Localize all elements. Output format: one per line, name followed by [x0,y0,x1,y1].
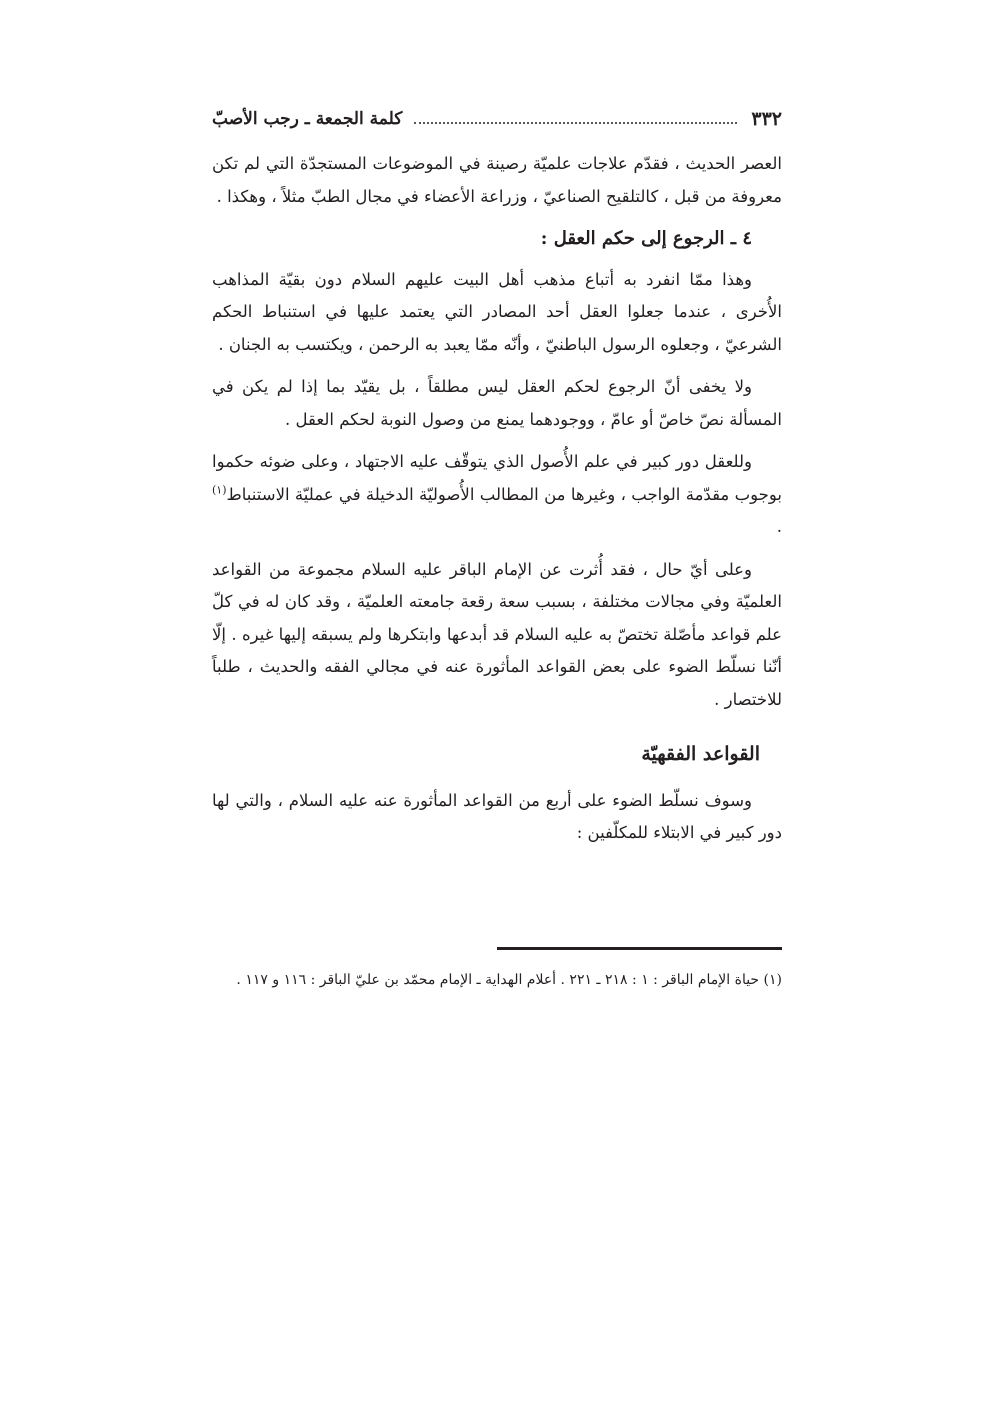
paragraph-reason-intro: وهذا ممّا انفرد به أتباع مذهب أهل البيت عليهم السلام دون بقيّة المذاهب الأُخرى ، عندما جعلوا العقل أحد المصادر التي يعتمد عليها في استنباط الحكم الشرعيّ ، وجعلوه الرسول الباطنيّ ، وأنّه ممّا يعبد به الرحمن ، ويكتسب به الجنان . [212,269,782,354]
footnote-item: (١) حياة الإمام الباقر : ١ : ٢١٨ ـ ٢٢١ . أعلام الهداية ـ الإمام محمّد بن عليّ الباقر : ١١٦ و ١١٧ . [236,972,782,988]
running-title: كلمة الجمعة ـ رجب الأصبّ [212,109,403,129]
paragraph-four-rules-intro: وسوف نسلّط الضوء على أربع من القواعد المأثورة عنه عليه السلام ، والتي لها دور كبير في الابتلاء للمكلّفين : [212,790,782,842]
section-heading-fiqh-rules: القواعد الفقهيّة [641,743,760,765]
paragraph-end-mark: . [776,517,782,536]
paragraph-reason-limits: ولا يخفى أنّ الرجوع لحكم العقل ليس مطلقاً ، بل يقيّد بما إذا لم يكن في المسألة نصّ خاصّ أو عامّ ، ووجودهما يمنع من وصول النوبة لحكم العقل . [212,377,782,429]
paragraph-continuation: العصر الحديث ، فقدّم علاجات علميّة رصينة في الموضوعات المستجدّة التي لم تكن معروفة من قبل ، كالتلقيح الصناعيّ ، وزراعة الأعضاء في مجال الطبّ مثلاً ، وهكذا . [212,154,782,206]
footnote-reference[interactable]: (١) [212,483,227,496]
paragraph-imam-baqir-rules: وعلى أيّ حال ، فقد أُثرت عن الإمام الباقر عليه السلام مجموعة من القواعد العلميّة وفي مجالات مختلفة ، بسبب سعة رقعة جامعته العلميّة ، وقد كان له في كلّ علم قواعد مأصّلة تختصّ به عليه السلام قد أبدعها وابتكرها ولم يسبقه إليها غيره . إلّا أنّنا نسلّط الضوء على بعض القواعد المأثورة عنه في مجالي الفقه والحديث ، طلباً للاختصار . [212,559,782,709]
page-number: ٣٣٢ [751,108,782,130]
paragraph-reason-usul-text: وللعقل دور كبير في علم الأُصول الذي يتوقّف عليه الاجتهاد ، وعلى ضوئه حكموا بوجوب مقدّمة الواجب ، وغيرها من المطالب الأُصوليّة الدخيلة في عمليّة الاستنباط [212,452,782,504]
main-text [212,148,782,860]
footnotes [212,966,782,995]
paragraph-reason-usul [212,446,782,544]
footnote-separator [497,947,782,950]
page-header [212,102,782,136]
subheading-reason-rule: ٤ ـ الرجوع إلى حكم العقل : [540,228,752,249]
header-dotted-leader [414,122,737,124]
